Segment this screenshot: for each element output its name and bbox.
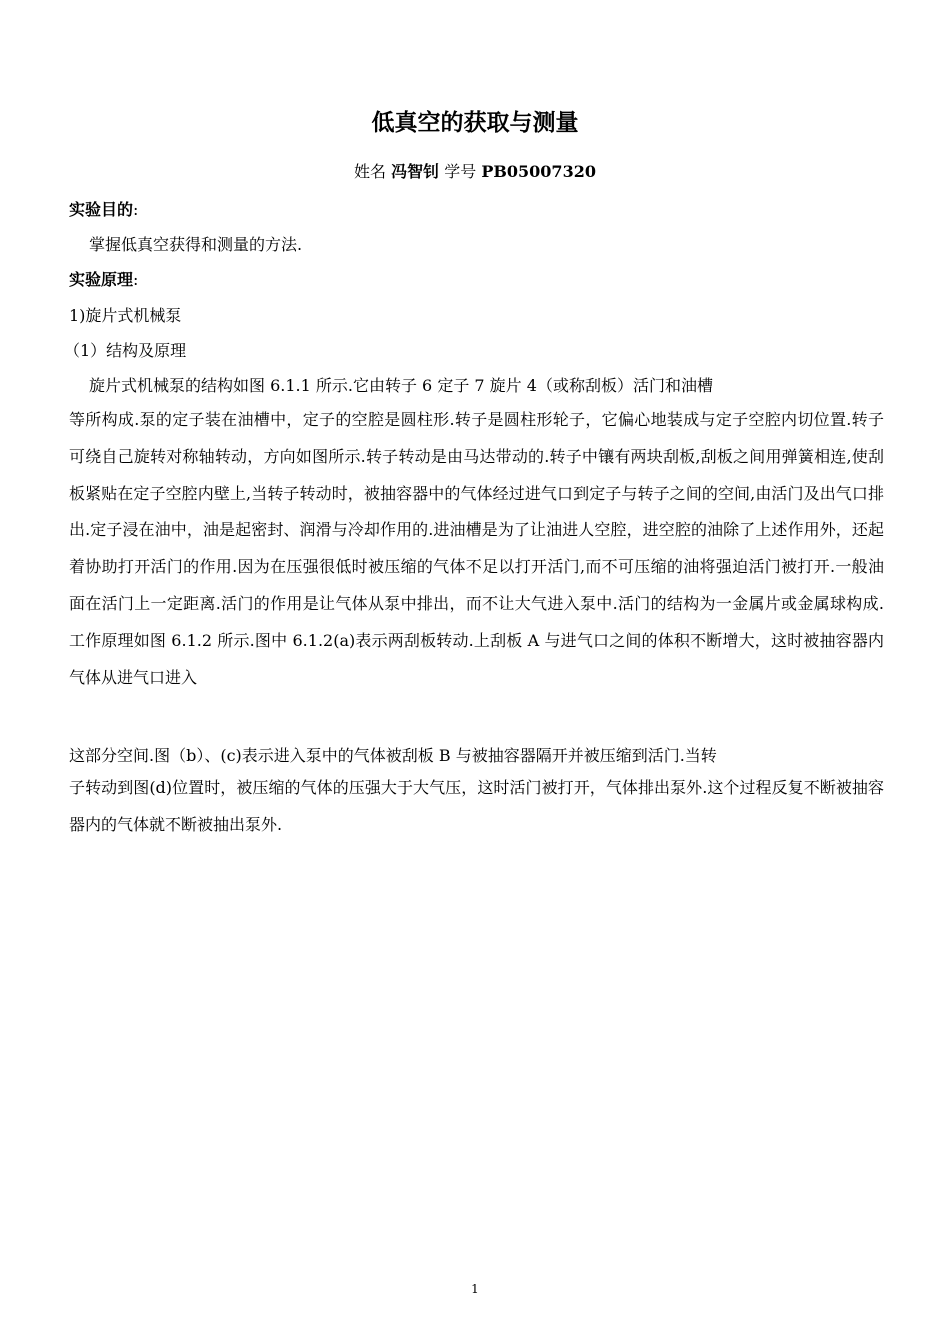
student-id-value: PB05007320: [481, 162, 596, 181]
section-principle-heading: [69, 266, 884, 294]
paragraph-2-body: 子转动到图(d)位置时，被压缩的气体的压强大于大气压，这时活门被打开，气体排出泵外.这个过程反复不断被抽容器内的气体就不断被抽出泵外.: [69, 778, 884, 834]
subsection-rotary-pump: 1)旋片式机械泵: [69, 306, 182, 325]
paragraph-2-first-line: 这部分空间.图（b）、(c)表示进入泵中的气体被刮板 B 与被抽容器隔开并被压缩到活门.当转: [69, 746, 717, 765]
document-title: 低真空的获取与测量: [371, 110, 579, 136]
paragraph-1-body: 等所构成.泵的定子装在油槽中，定子的空腔是圆柱形.转子是圆柱形轮子，它偏心地装成与定子空腔内切位置.转子可绕自己旋转对称轴转动，方向如图所示.转子转动是由马达带动的.转子中镶有两块刮板,刮板之间用弹簧相连,使刮板紧贴在定子空腔内壁上,当转子转动时，被抽容器中的气体经过进气口到定子与转子之间的空间,由活门及出气口排出.定子浸在油中，油是起密封、润滑与冷却作用的.进油槽是为了让油进人空腔，进空腔的油除了上述作用外，还起着协助打开活门的作用.因为在压强很低时被压缩的气体不足以打开活门,而不可压缩的油将强迫活门被打开.一般油面在活门上一定距离.活门的作用是让气体从泵中排出，而不让大气进入泵中.活门的结构为一金属片或金属球构成.工作原理如图 6.1.2 所示.图中 6.1.2(a)表示两刮板转动.上刮板 A 与进气口之间的体积不断增大，这时被抽容器内气体从进气口进入: [69, 410, 884, 687]
author-line: [0, 158, 950, 186]
student-id-label: 学号: [444, 162, 477, 181]
section-heading-text: 实验原理: [69, 270, 134, 289]
paragraph-1-first-line: 旋片式机械泵的结构如图 6.1.1 所示.它由转子 6 定子 7 旋片 4（或称刮板）活门和油槽: [89, 376, 713, 395]
section-purpose-text: 掌握低真空获得和测量的方法.: [89, 235, 303, 254]
section-heading-colon: :: [133, 270, 139, 289]
author-label: 姓名: [354, 162, 387, 181]
page-number: 1: [471, 1282, 479, 1296]
section-purpose-heading: [69, 196, 884, 224]
author-name: 冯智钊: [391, 162, 440, 181]
subsection-structure: （1）结构及原理: [64, 341, 187, 360]
section-heading-colon: :: [133, 200, 139, 219]
section-heading-text: 实验目的: [69, 200, 134, 219]
